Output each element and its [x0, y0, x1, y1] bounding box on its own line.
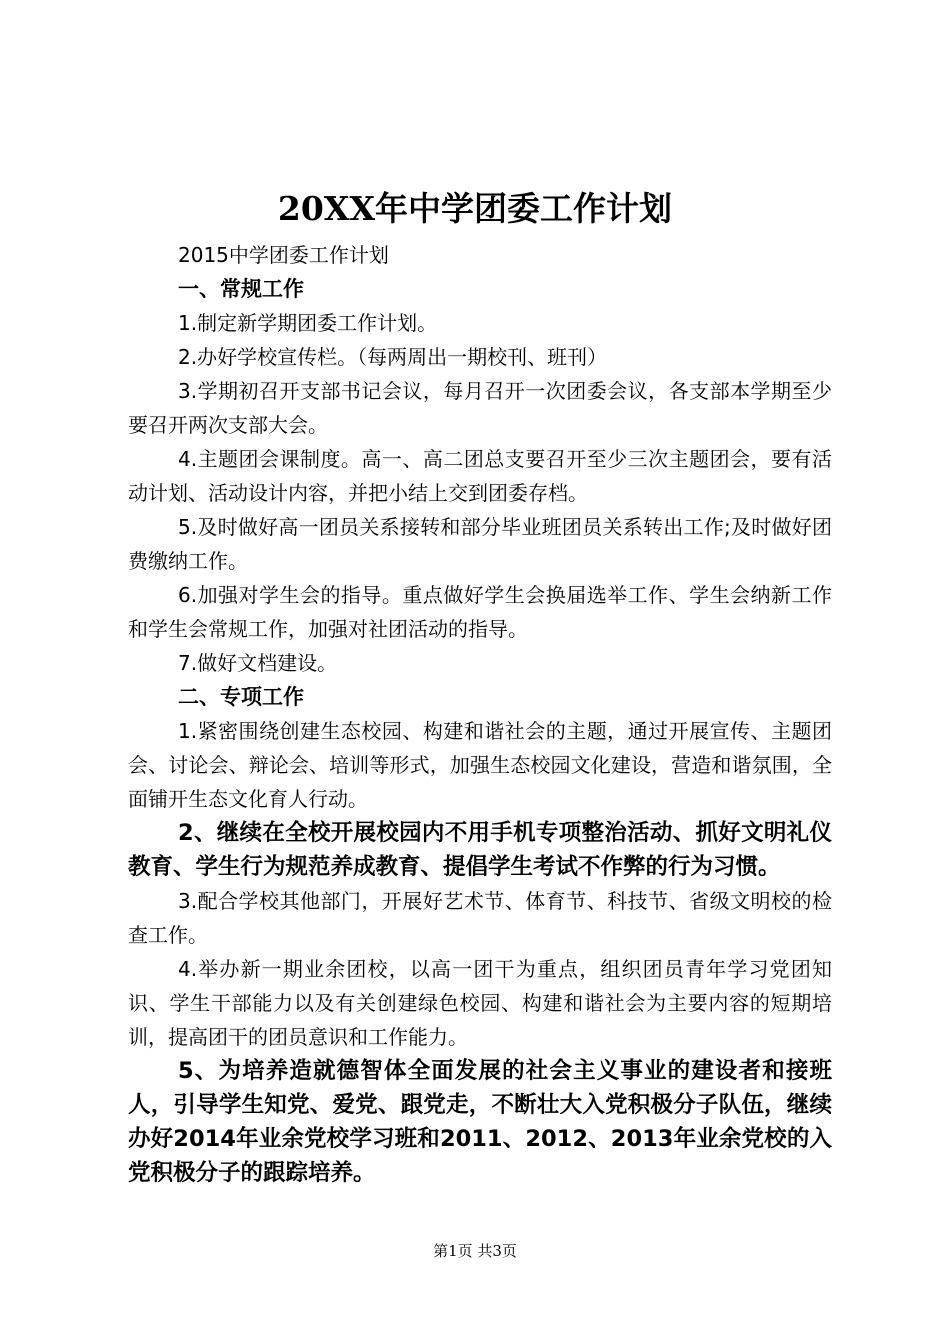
- paragraph: 3.配合学校其他部门，开展好艺术节、体育节、科技节、省级文明校的检查工作。: [128, 889, 832, 947]
- section-heading: 二、专项工作: [178, 685, 304, 709]
- paragraph: 7.做好文档建设。: [178, 651, 338, 675]
- paragraph: 6.加强对学生会的指导。重点做好学生会换届选举工作、学生会纳新工作和学生会常规工作，加强对社团活动的指导。: [128, 583, 832, 641]
- document-body: [128, 238, 832, 1190]
- paragraph: 1.制定新学期团委工作计划。: [178, 311, 438, 335]
- paragraph: 2、继续在全校开展校园内不用手机专项整治活动、抓好文明礼仪教育、学生行为规范养成教育、提倡学生考试不作弊的行为习惯。: [128, 820, 832, 880]
- paragraph: 5.及时做好高一团员关系接转和部分毕业班团员关系转出工作;及时做好团费缴纳工作。: [128, 515, 832, 573]
- page-footer: 第1页 共3页: [433, 1242, 517, 1260]
- paragraph: 3.学期初召开支部书记会议，每月召开一次团委会议，各支部本学期至少要召开两次支部大会。: [128, 379, 832, 437]
- paragraph: 5、为培养造就德智体全面发展的社会主义事业的建设者和接班人，引导学生知党、爱党、跟党走，不断壮大入党积极分子队伍，继续办好2014年业余党校学习班和2011、2012、2013年业余党校的入党积极分子的跟踪培养。: [128, 1058, 832, 1186]
- paragraph: 1.紧密围绕创建生态校园、构建和谐社会的主题，通过开展宣传、主题团会、讨论会、辩论会、培训等形式，加强生态校园文化建设，营造和谐氛围，全面铺开生态文化育人行动。: [128, 719, 832, 811]
- paragraph: 4.主题团会课制度。高一、高二团总支要召开至少三次主题团会，要有活动计划、活动设计内容，并把小结上交到团委存档。: [128, 447, 832, 505]
- paragraph: 2.办好学校宣传栏。（每两周出一期校刊、班刊）: [178, 345, 608, 369]
- paragraph: 4.举办新一期业余团校，以高一团干为重点，组织团员青年学习党团知识、学生干部能力以及有关创建绿色校园、构建和谐社会为主要内容的短期培训，提高团干的团员意识和工作能力。: [128, 957, 832, 1049]
- document-title: 20XX年中学团委工作计划: [277, 189, 673, 228]
- paragraph: 2015中学团委工作计划: [178, 243, 389, 267]
- section-heading: 一、常规工作: [178, 277, 304, 301]
